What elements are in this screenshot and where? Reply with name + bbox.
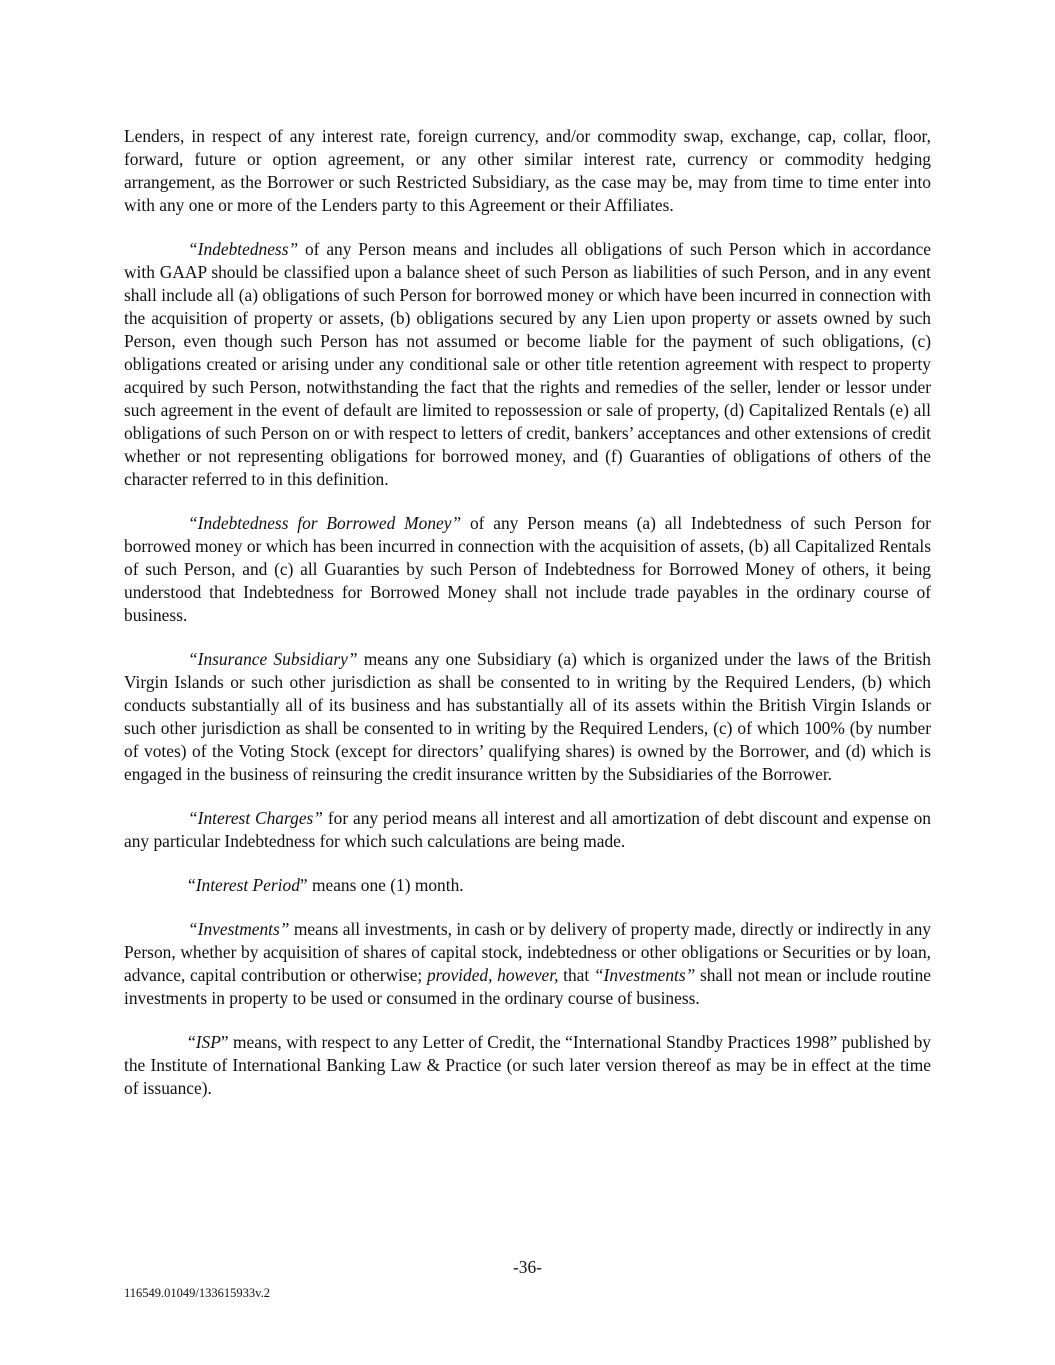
- definition-text: ” means one (1) month.: [299, 875, 464, 895]
- defined-term: “Interest Charges”: [188, 808, 323, 828]
- defined-term: “Investments”: [188, 919, 290, 939]
- defined-term: “Indebtedness for Borrowed Money”: [188, 513, 462, 533]
- open-quote: “: [188, 875, 196, 895]
- paragraph-hedging-continuation: [124, 125, 931, 217]
- definition-text: means any one Subsidiary (a) which is organized under the laws of the British Virgin Islands or such other jurisdiction as shall be consented to in writing by the Required Lenders, (b) which conducts substantially all of its business and has substantially all of its assets within the British Virgin Islands or such other jurisdiction as shall be consented to in writing by the Required Lenders, (c) of which 100% (by number of votes) of the Voting Stock (except for directors’ qualifying shares) is owned by the Borrower, and (d) which is engaged in the business of reinsuring the credit insurance written by the Subsidiaries of the Borrower.: [124, 649, 931, 784]
- open-quote: “: [188, 1032, 196, 1052]
- defined-term: ISP: [195, 1032, 221, 1052]
- definition-text: ” means, with respect to any Letter of Credit, the “International Standby Practices 1998” published by the Institute of International Banking Law & Practice (or such later version thereof as may be in effect at the time of issuance).: [124, 1032, 931, 1098]
- definition-text: for any period means all interest and all amortization of debt discount and expense on any particular Indebtedness for which such calculations are being made.: [124, 808, 931, 851]
- definition-text: of any Person means (a) all Indebtedness of such Person for borrowed money or which has been incurred in connection with the acquisition of assets, (b) all Capitalized Rentals of such Person, and (c) all Guaranties by such Person of Indebtedness for Borrowed Money of others, it being understood that Indebtedness for Borrowed Money shall not include trade payables in the ordinary course of business.: [124, 513, 931, 625]
- defined-term: “Indebtedness”: [188, 239, 299, 259]
- definition-insurance-subsidiary: [124, 648, 931, 786]
- definition-indebtedness-borrowed-money: [124, 512, 931, 627]
- defined-term-reference: “Investments”: [593, 965, 696, 985]
- definition-isp: [124, 1031, 931, 1100]
- definition-interest-period: [124, 874, 931, 897]
- definition-text-continued: that: [558, 965, 594, 985]
- definition-text-end: shall not mean or include routine investments in property to be used or consumed in the ordinary course of business.: [124, 965, 932, 1008]
- definition-indebtedness: [124, 238, 931, 491]
- paragraph-text: Lenders, in respect of any interest rate, foreign currency, and/or commodity swap, exchange, cap, collar, floor, forward, future or option agreement, or any other similar interest rate, currency or commodity hedging arrangement, as the Borrower or such Restricted Subsidiary, as the case may be, may from time to time enter into with any one or more of the Lenders party to this Agreement or their Affiliates.: [124, 126, 931, 215]
- defined-term: Interest Period: [195, 875, 300, 895]
- defined-term: “Insurance Subsidiary”: [188, 649, 358, 669]
- document-id: 116549.01049/133615933v.2: [124, 1286, 270, 1300]
- document-body: [124, 125, 931, 1121]
- proviso-text: provided, however,: [426, 965, 559, 985]
- page-number: -36-: [513, 1257, 542, 1277]
- definition-investments: [124, 918, 931, 1010]
- definition-text: means all investments, in cash or by delivery of property made, directly or indirectly in any Person, whether by acquisition of shares of capital stock, indebtedness or other obligations or Securities or by loan, advance, capital contribution or otherwise;: [124, 919, 931, 985]
- definition-interest-charges: [124, 807, 931, 853]
- definition-text: of any Person means and includes all obligations of such Person which in accordance with GAAP should be classified upon a balance sheet of such Person as liabilities of such Person, and in any event shall include all (a) obligations of such Person for borrowed money or which have been incurred in connection with the acquisition of property or assets, (b) obligations secured by any Lien upon property or assets owned by such Person, even though such Person has not assumed or become liable for the payment of such obligations, (c) obligations created or arising under any conditional sale or other title retention agreement with respect to property acquired by such Person, notwithstanding the fact that the rights and remedies of the seller, lender or lessor under such agreement in the event of default are limited to repossession or sale of property, (d) Capitalized Rentals (e) all obligations of such Person on or with respect to letters of credit, bankers’ acceptances and other extensions of credit whether or not representing obligations for borrowed money, and (f) Guaranties of obligations of others of the character referred to in this definition.: [124, 239, 931, 489]
